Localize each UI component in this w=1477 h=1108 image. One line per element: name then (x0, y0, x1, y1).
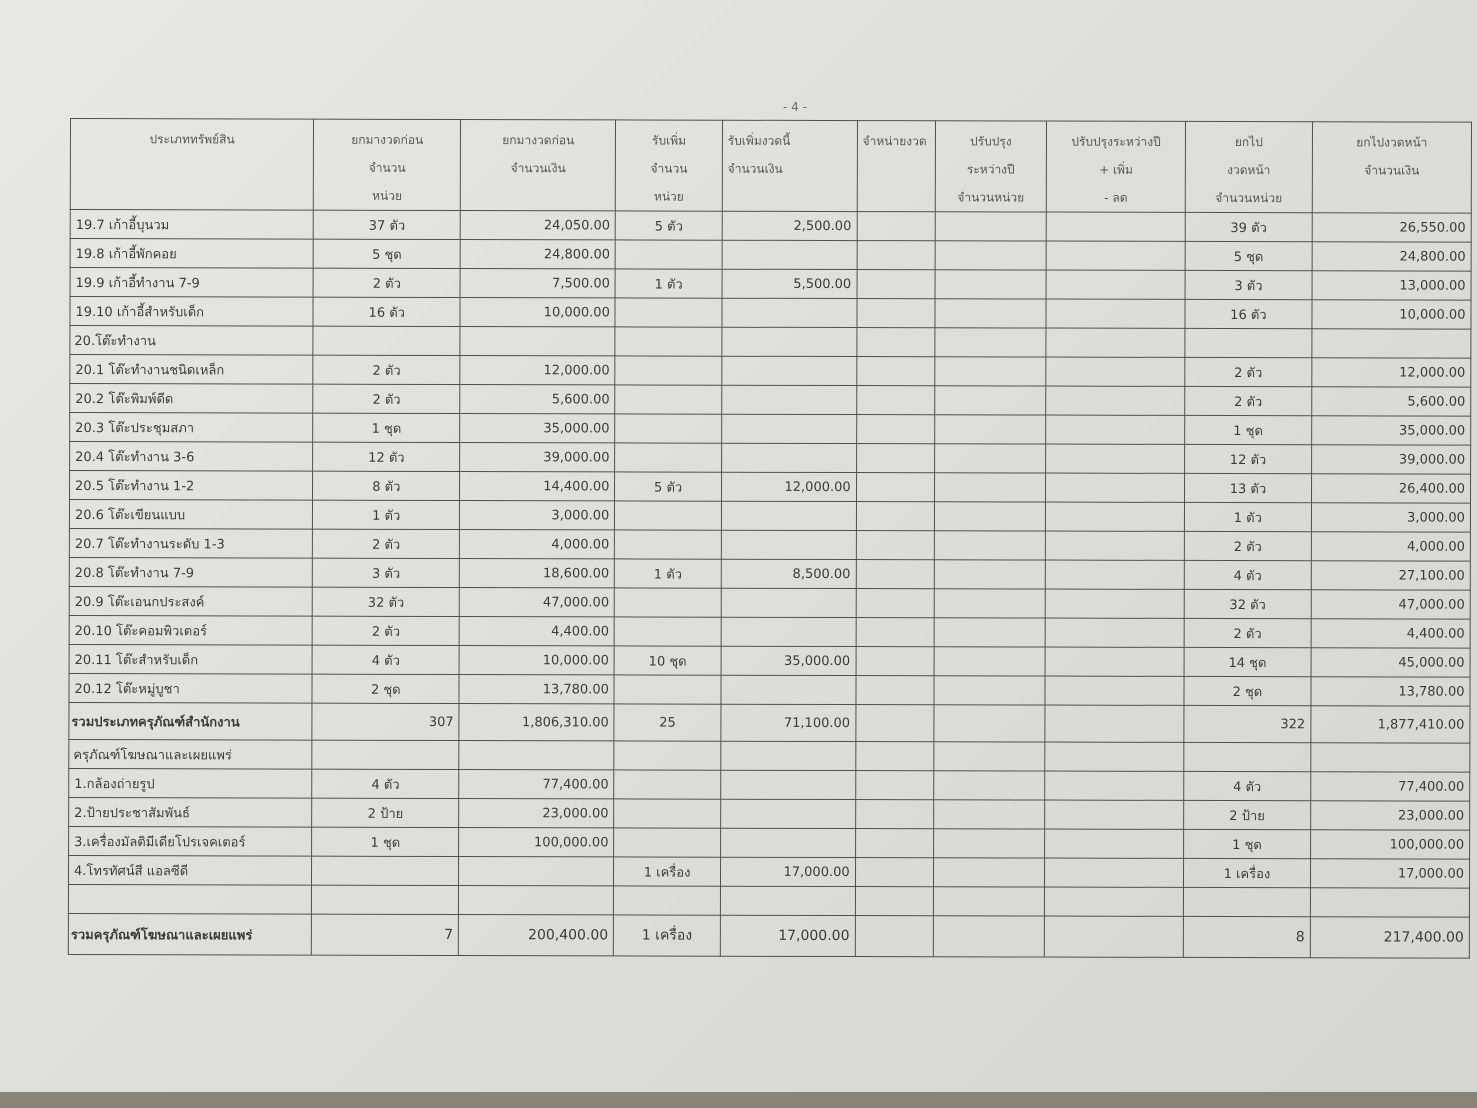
cell-added-qty (615, 501, 722, 530)
cell-brought-amount: 39,000.00 (460, 443, 615, 472)
cell-adjust-qty (935, 328, 1047, 357)
page-number: - 4 - (783, 100, 807, 114)
cell-added-qty (614, 617, 721, 646)
table-row (70, 355, 1471, 388)
cell-brought-qty: 2 ตัว (313, 384, 460, 413)
cell-adjust-qty (934, 502, 1046, 531)
cell-carried-qty: 2 ตัว (1184, 531, 1311, 560)
ledger-body (68, 210, 1471, 959)
cell-added-qty (615, 588, 722, 617)
cell-added-amount (721, 443, 856, 472)
cell-disposed (857, 299, 935, 328)
cell-carried-amount: 217,400.00 (1310, 917, 1469, 958)
cell-adjust-amount (1046, 386, 1185, 415)
cell-added-qty (615, 443, 722, 472)
cell-added-amount (721, 414, 856, 443)
cell-added-amount (722, 327, 857, 356)
cell-brought-qty: 2 ชุด (312, 674, 459, 703)
cell-disposed (856, 560, 934, 589)
table-row (69, 500, 1470, 533)
cell-added-qty (614, 741, 721, 770)
cell-added-qty (615, 385, 722, 414)
cell-carried-amount: 4,400.00 (1311, 619, 1470, 648)
cell-carried-qty: 1 เครื่อง (1184, 858, 1311, 887)
cell-brought-qty (312, 740, 459, 769)
cell-added-qty (615, 240, 722, 269)
cell-item-name: 20.4 โต๊ะทำงาน 3-6 (70, 442, 313, 472)
cell-adjust-qty (934, 415, 1046, 444)
cell-carried-amount (1312, 329, 1471, 358)
cell-adjust-amount (1045, 647, 1184, 676)
cell-carried-amount: 13,780.00 (1311, 677, 1470, 706)
cell-item-name: 20.1 โต๊ะทำงานชนิดเหล็ก (70, 355, 313, 385)
cell-carried-qty: 14 ชุด (1184, 647, 1311, 676)
cell-adjust-qty (935, 212, 1047, 241)
cell-adjust-qty (933, 771, 1045, 800)
cell-adjust-amount (1046, 531, 1185, 560)
cell-brought-amount (460, 327, 615, 356)
cell-item-name: 20.11 โต๊ะสำหรับเด็ก (69, 644, 312, 674)
cell-added-amount: 8,500.00 (721, 559, 856, 588)
cell-brought-qty: 1 ตัว (313, 500, 460, 529)
cell-added-amount: 17,000.00 (720, 915, 855, 956)
cell-item-name: 20.3 โต๊ะประชุมสภา (70, 413, 313, 443)
cell-adjust-qty (935, 299, 1047, 328)
cell-brought-amount: 4,400.00 (459, 617, 614, 646)
cell-added-amount (720, 799, 855, 828)
cell-brought-amount (459, 886, 614, 915)
cell-brought-amount: 24,800.00 (460, 240, 615, 269)
cell-adjust-amount (1046, 270, 1185, 299)
cell-brought-amount: 4,000.00 (460, 530, 615, 559)
cell-carried-amount: 1,877,410.00 (1311, 706, 1470, 743)
cell-adjust-amount (1045, 589, 1184, 618)
cell-item-name: 20.2 โต๊ะพิมพ์ดีด (70, 384, 313, 414)
header-adjust-amount: ปรับปรุงระหว่างปี + เพิ่ม - ลด (1046, 121, 1185, 212)
cell-brought-amount: 10,000.00 (459, 646, 614, 675)
cell-carried-qty: 1 ตัว (1184, 502, 1311, 531)
cell-brought-qty: 2 ป้าย (312, 798, 459, 827)
table-row (69, 797, 1470, 830)
cell-item-name: 3.เครื่องมัลติมีเดียโปรเจคเตอร์ (69, 826, 312, 856)
cell-adjust-amount (1045, 858, 1184, 887)
cell-item-name: ครุภัณฑ์โฆษณาและเผยแพร่ (69, 739, 312, 769)
cell-disposed (855, 742, 933, 771)
cell-brought-qty: 2 ตัว (313, 355, 460, 384)
cell-brought-amount: 200,400.00 (459, 915, 614, 956)
header-carried-amount: ยกไปงวดหน้า จำนวนเงิน (1312, 122, 1471, 213)
cell-added-qty: 1 ตัว (615, 269, 722, 298)
cell-brought-qty (312, 856, 459, 885)
cell-brought-amount: 10,000.00 (460, 298, 615, 327)
cell-carried-qty: 1 ชุด (1184, 829, 1311, 858)
cell-carried-qty: 2 ตัว (1185, 357, 1312, 386)
cell-carried-amount: 35,000.00 (1311, 416, 1470, 445)
cell-item-name: 20.5 โต๊ะทำงาน 1-2 (70, 471, 313, 501)
cell-disposed (856, 444, 934, 473)
cell-carried-qty (1185, 328, 1312, 357)
cell-carried-amount: 45,000.00 (1311, 648, 1470, 677)
cell-item-name: 19.7 เก้าอี้บุนวม (70, 210, 313, 240)
header-added-qty: รับเพิ่ม จำนวน หน่วย (616, 120, 723, 211)
cell-added-qty (615, 356, 722, 385)
cell-item-name: 20.6 โต๊ะเขียนแบบ (69, 500, 312, 530)
cell-added-qty (614, 770, 721, 799)
cell-adjust-amount (1046, 212, 1185, 241)
cell-carried-amount: 23,000.00 (1310, 801, 1469, 830)
cell-adjust-amount (1044, 916, 1183, 957)
cell-brought-amount: 7,500.00 (460, 269, 615, 298)
cell-brought-amount: 18,600.00 (460, 559, 615, 588)
cell-adjust-amount (1045, 618, 1184, 647)
cell-disposed (856, 415, 934, 444)
cell-adjust-qty (934, 618, 1046, 647)
cell-adjust-qty (933, 829, 1045, 858)
cell-brought-qty: 5 ชุด (313, 239, 460, 268)
cell-adjust-qty (935, 270, 1047, 299)
cell-disposed (856, 618, 934, 647)
cell-brought-qty: 3 ตัว (313, 558, 460, 587)
cell-adjust-qty (934, 676, 1046, 705)
cell-adjust-amount (1045, 800, 1184, 829)
table-row (70, 442, 1471, 475)
cell-added-qty (614, 799, 721, 828)
cell-disposed (857, 241, 935, 270)
table-row (70, 384, 1471, 417)
table-row (70, 239, 1471, 272)
cell-item-name: รวมครุภัณฑ์โฆษณาและเผยแพร่ (68, 913, 311, 955)
cell-adjust-amount (1045, 887, 1184, 916)
cell-carried-amount: 39,000.00 (1311, 445, 1470, 474)
cell-adjust-qty (933, 887, 1045, 916)
cell-carried-amount (1310, 888, 1469, 917)
cell-added-qty (614, 828, 721, 857)
cell-carried-amount: 26,550.00 (1312, 213, 1471, 242)
cell-adjust-amount (1045, 829, 1184, 858)
cell-adjust-qty (934, 473, 1046, 502)
cell-added-amount (721, 741, 856, 770)
table-row (69, 826, 1470, 859)
cell-added-qty: 10 ชุด (614, 646, 721, 675)
cell-adjust-qty (934, 386, 1046, 415)
total-row (68, 913, 1469, 958)
cell-carried-qty: 4 ตัว (1184, 771, 1311, 800)
header-added-amount: รับเพิ่มงวดนี้ จำนวนเงิน (722, 120, 857, 211)
cell-disposed (856, 386, 934, 415)
table-row (68, 884, 1469, 917)
cell-disposed (855, 771, 933, 800)
cell-brought-qty: 32 ตัว (312, 587, 459, 616)
cell-brought-amount: 14,400.00 (460, 472, 615, 501)
cell-carried-qty: 2 ชุด (1184, 676, 1311, 705)
cell-item-name: รวมประเภทครุภัณฑ์สำนักงาน (69, 702, 312, 740)
cell-carried-amount: 12,000.00 (1312, 358, 1471, 387)
cell-carried-qty: 322 (1184, 705, 1311, 742)
cell-added-amount (721, 770, 856, 799)
cell-adjust-amount (1046, 299, 1185, 328)
cell-adjust-qty (934, 560, 1046, 589)
asset-ledger-table (68, 118, 1472, 959)
cell-added-amount (720, 886, 855, 915)
cell-carried-qty: 8 (1183, 916, 1310, 957)
cell-brought-amount: 77,400.00 (459, 770, 614, 799)
cell-item-name: 4.โทรทัศน์สี แอลซีดี (68, 855, 311, 885)
cell-added-amount: 5,500.00 (722, 269, 857, 298)
cell-added-amount (722, 356, 857, 385)
cell-item-name: 20.10 โต๊ะคอมพิวเตอร์ (69, 615, 312, 645)
cell-carried-amount: 13,000.00 (1312, 271, 1471, 300)
cell-added-amount: 17,000.00 (720, 857, 855, 886)
cell-brought-qty: 2 ตัว (312, 616, 459, 645)
cell-brought-amount (459, 741, 614, 770)
cell-adjust-qty (933, 742, 1045, 771)
table-row (69, 673, 1470, 706)
cell-item-name: 2.ป้ายประชาสัมพันธ์ (69, 797, 312, 827)
cell-brought-amount: 3,000.00 (460, 501, 615, 530)
cell-item-name: 19.9 เก้าอี้ทำงาน 7-9 (70, 268, 313, 298)
cell-carried-amount (1311, 743, 1470, 772)
cell-item-name: 20.โต๊ะทำงาน (70, 326, 313, 356)
cell-adjust-amount (1045, 771, 1184, 800)
cell-added-qty (615, 327, 722, 356)
cell-added-amount (720, 828, 855, 857)
total-row (69, 702, 1470, 743)
cell-adjust-qty (934, 705, 1046, 742)
cell-carried-qty: 12 ตัว (1185, 444, 1312, 473)
cell-brought-qty: 37 ตัว (313, 210, 460, 239)
cell-carried-qty: 3 ตัว (1185, 270, 1312, 299)
cell-added-qty (615, 530, 722, 559)
cell-adjust-qty (934, 444, 1046, 473)
cell-added-amount (721, 588, 856, 617)
cell-carried-qty: 39 ตัว (1185, 212, 1312, 241)
cell-item-name: 20.9 โต๊ะเอนกประสงค์ (69, 586, 312, 616)
cell-brought-amount: 100,000.00 (459, 828, 614, 857)
cell-disposed (856, 473, 934, 502)
cell-brought-qty: 4 ตัว (312, 645, 459, 674)
table-row (69, 586, 1470, 619)
cell-disposed (856, 676, 934, 705)
table-row (69, 528, 1470, 561)
table-row (70, 471, 1471, 504)
cell-brought-amount: 35,000.00 (460, 414, 615, 443)
cell-item-name (68, 884, 311, 914)
cell-carried-qty: 2 ตัว (1184, 618, 1311, 647)
cell-carried-qty: 2 ป้าย (1184, 800, 1311, 829)
cell-carried-qty: 16 ตัว (1185, 299, 1312, 328)
cell-brought-qty: 4 ตัว (312, 769, 459, 798)
cell-added-amount: 35,000.00 (721, 646, 856, 675)
cell-adjust-qty (935, 241, 1047, 270)
header-adjust-qty: ปรับปรุง ระหว่างปี จำนวนหน่วย (935, 121, 1047, 212)
cell-carried-amount: 17,000.00 (1310, 859, 1469, 888)
cell-adjust-amount (1046, 328, 1185, 357)
cell-carried-amount: 26,400.00 (1311, 474, 1470, 503)
cell-disposed (856, 647, 934, 676)
cell-brought-qty: 307 (312, 703, 459, 740)
table-row (70, 210, 1471, 243)
cell-carried-amount: 10,000.00 (1312, 300, 1471, 329)
cell-item-name: 19.8 เก้าอี้พักคอย (70, 239, 313, 269)
cell-brought-amount: 5,600.00 (460, 385, 615, 414)
cell-adjust-qty (934, 647, 1046, 676)
cell-disposed (856, 589, 934, 618)
cell-adjust-amount (1045, 676, 1184, 705)
cell-added-amount (722, 298, 857, 327)
table-row (69, 557, 1470, 590)
cell-disposed (857, 328, 935, 357)
cell-added-qty (614, 886, 721, 915)
cell-brought-amount: 13,780.00 (459, 675, 614, 704)
cell-carried-amount: 24,800.00 (1312, 242, 1471, 271)
cell-disposed (857, 270, 935, 299)
cell-adjust-qty (934, 531, 1046, 560)
cell-carried-qty: 13 ตัว (1185, 473, 1312, 502)
cell-adjust-qty (933, 800, 1045, 829)
cell-brought-amount: 23,000.00 (459, 799, 614, 828)
cell-added-qty: 1 เครื่อง (614, 857, 721, 886)
table-row (70, 268, 1471, 301)
cell-added-amount (721, 675, 856, 704)
cell-added-amount (721, 530, 856, 559)
cell-adjust-amount (1046, 241, 1185, 270)
cell-added-qty: 5 ตัว (616, 211, 723, 240)
cell-adjust-amount (1046, 473, 1185, 502)
header-row (70, 119, 1471, 214)
cell-adjust-qty (933, 858, 1045, 887)
cell-added-amount: 12,000.00 (721, 472, 856, 501)
cell-carried-qty: 1 ชุด (1185, 415, 1312, 444)
cell-brought-qty: 1 ชุด (313, 413, 460, 442)
cell-carried-amount: 3,000.00 (1311, 503, 1470, 532)
cell-carried-amount: 4,000.00 (1311, 532, 1470, 561)
cell-carried-amount: 100,000.00 (1310, 830, 1469, 859)
header-carried-qty: ยกไป งวดหน้า จำนวนหน่วย (1185, 121, 1312, 212)
cell-brought-amount (459, 857, 614, 886)
cell-carried-amount: 47,000.00 (1311, 590, 1470, 619)
cell-carried-qty: 5 ชุด (1185, 241, 1312, 270)
cell-disposed (855, 800, 933, 829)
cell-brought-qty: 12 ตัว (313, 442, 460, 471)
cell-adjust-amount (1046, 502, 1185, 531)
cell-brought-amount: 47,000.00 (459, 588, 614, 617)
cell-carried-qty: 32 ตัว (1184, 589, 1311, 618)
header-disposed: จำหน่ายงวด (857, 121, 935, 212)
cell-added-amount: 2,500.00 (722, 211, 857, 240)
table-row (69, 615, 1470, 648)
cell-brought-qty: 2 ตัว (313, 529, 460, 558)
cell-added-qty (615, 414, 722, 443)
cell-added-qty: 25 (614, 704, 721, 741)
cell-carried-amount: 27,100.00 (1311, 561, 1470, 590)
cell-disposed (855, 858, 933, 887)
cell-added-amount (721, 617, 856, 646)
cell-brought-amount: 12,000.00 (460, 356, 615, 385)
desk-edge (0, 1092, 1477, 1108)
cell-added-amount: 71,100.00 (721, 704, 856, 741)
cell-brought-qty: 2 ตัว (313, 268, 460, 297)
cell-brought-qty: 7 (312, 914, 459, 955)
cell-adjust-amount (1045, 705, 1184, 742)
cell-adjust-qty (934, 357, 1046, 386)
table-row (70, 413, 1471, 446)
table-row (68, 855, 1469, 888)
cell-item-name: 20.8 โต๊ะทำงาน 7-9 (69, 557, 312, 587)
cell-item-name: 19.10 เก้าอี้สำหรับเด็ก (70, 297, 313, 327)
cell-added-qty (615, 298, 722, 327)
section-row (70, 326, 1471, 359)
cell-adjust-qty (933, 916, 1045, 957)
cell-added-amount (721, 501, 856, 530)
cell-carried-amount: 77,400.00 (1310, 772, 1469, 801)
cell-item-name: 20.7 โต๊ะทำงานระดับ 1-3 (69, 528, 312, 558)
cell-carried-qty (1184, 742, 1311, 771)
cell-added-qty (614, 675, 721, 704)
header-brought-qty: ยกมางวดก่อน จำนวน หน่วย (314, 119, 461, 210)
cell-disposed (855, 887, 933, 916)
cell-added-amount (722, 385, 857, 414)
cell-disposed (856, 531, 934, 560)
cell-disposed (857, 212, 935, 241)
cell-disposed (856, 502, 934, 531)
cell-disposed (856, 705, 934, 742)
cell-item-name: 1.กล้องถ่ายรูป (69, 768, 312, 798)
cell-brought-qty (313, 326, 460, 355)
table-row (69, 768, 1470, 801)
cell-brought-qty: 1 ชุด (312, 827, 459, 856)
cell-brought-qty: 8 ตัว (313, 471, 460, 500)
cell-brought-qty (312, 885, 459, 914)
cell-item-name: 20.12 โต๊ะหมู่บูชา (69, 673, 312, 703)
cell-adjust-amount (1046, 444, 1185, 473)
cell-adjust-qty (934, 589, 1046, 618)
cell-disposed (856, 357, 934, 386)
cell-carried-qty: 4 ตัว (1184, 560, 1311, 589)
table-row (70, 297, 1471, 330)
cell-disposed (855, 829, 933, 858)
cell-brought-qty: 16 ตัว (313, 297, 460, 326)
cell-brought-amount: 24,050.00 (460, 211, 615, 240)
cell-adjust-amount (1045, 560, 1184, 589)
cell-brought-amount: 1,806,310.00 (459, 704, 614, 741)
cell-added-qty: 1 ตัว (615, 559, 722, 588)
header-item: ประเภททรัพย์สิน (70, 119, 314, 211)
cell-carried-amount: 5,600.00 (1311, 387, 1470, 416)
cell-adjust-amount (1045, 742, 1184, 771)
table-row (69, 644, 1470, 677)
cell-carried-qty (1183, 887, 1310, 916)
cell-disposed (855, 916, 933, 957)
cell-carried-qty: 2 ตัว (1185, 386, 1312, 415)
header-brought-amount: ยกมางวดก่อน จำนวนเงิน (461, 120, 616, 211)
cell-adjust-amount (1046, 357, 1185, 386)
cell-adjust-amount (1046, 415, 1185, 444)
cell-added-qty: 5 ตัว (615, 472, 722, 501)
cell-added-qty: 1 เครื่อง (614, 915, 721, 956)
cell-added-amount (722, 240, 857, 269)
section-row (69, 739, 1470, 772)
